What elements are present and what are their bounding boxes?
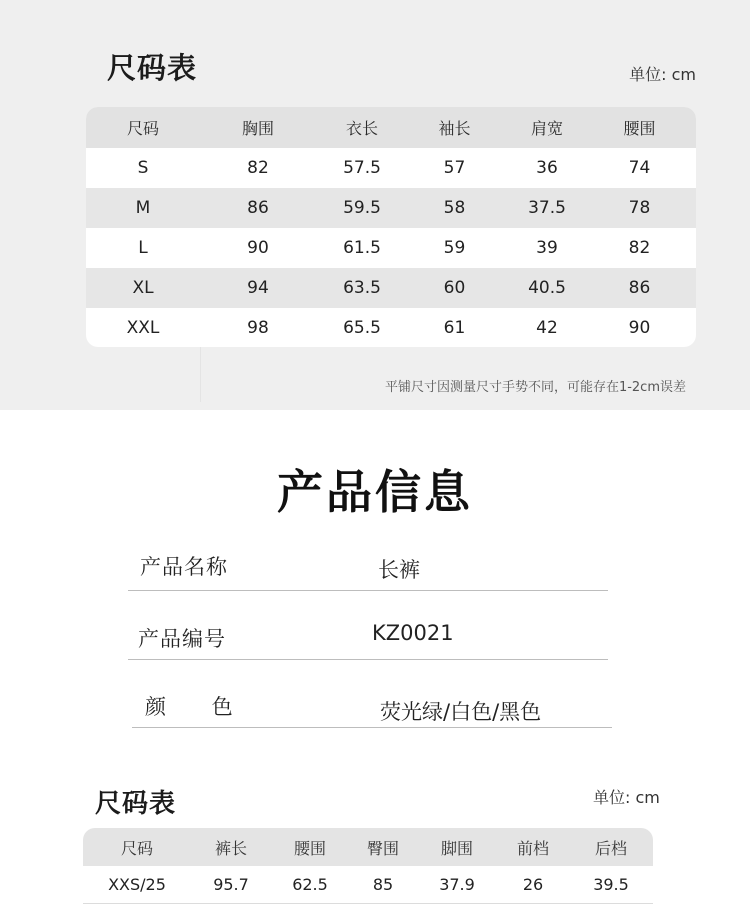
table-cell: 94 — [247, 278, 269, 298]
table-cell: 86 — [247, 198, 269, 218]
table-header-row — [86, 107, 696, 148]
table-row — [86, 308, 696, 347]
table-cell: 78 — [628, 198, 651, 218]
table-cell: XL — [132, 278, 154, 298]
table-cell: M — [135, 198, 151, 218]
header-cell: 腰围 — [623, 119, 656, 138]
info-divider — [128, 659, 608, 660]
product-info-title: 产品信息 — [277, 465, 473, 519]
bottom-size-table — [83, 828, 653, 904]
table-cell: 36 — [536, 158, 558, 178]
table-cell: 85 — [372, 875, 394, 894]
header-cell: 衣长 — [345, 119, 378, 138]
table-row — [86, 228, 696, 268]
info-value: 荧光绿/白色/黑色 — [380, 700, 542, 724]
info-divider — [128, 590, 608, 591]
info-row-code — [128, 620, 608, 660]
table-cell: XXS/25 — [108, 875, 166, 894]
top-size-table — [86, 107, 696, 347]
bottom-chart-unit: 单位: cm — [593, 788, 660, 807]
table-cell: 86 — [628, 278, 651, 298]
info-row-name — [128, 551, 608, 591]
table-cell: 42 — [536, 318, 558, 338]
table-cell: 90 — [628, 318, 651, 338]
table-cell: 40.5 — [528, 278, 566, 298]
info-value: KZ0021 — [372, 621, 454, 645]
measurement-note: 平铺尺寸因测量尺寸手势不同，可能存在1-2cm误差 — [384, 380, 686, 395]
table-row — [86, 268, 696, 308]
table-cell: 37.5 — [528, 198, 566, 218]
table-cell: 39.5 — [593, 875, 629, 894]
header-cell: 胸围 — [241, 119, 274, 138]
table-cell: 95.7 — [213, 875, 249, 894]
table-cell: 57 — [443, 158, 466, 178]
table-cell: 63.5 — [343, 278, 381, 298]
top-size-chart-section — [0, 0, 750, 410]
info-label: 产品名称 — [140, 555, 228, 579]
table-cell: 37.9 — [439, 875, 475, 894]
info-label: 产品编号 — [138, 627, 226, 651]
info-row-color — [132, 688, 612, 728]
header-cell: 脚围 — [440, 838, 473, 858]
table-cell: 61.5 — [343, 238, 381, 258]
table-cell: 65.5 — [343, 318, 381, 338]
table-cell: L — [138, 238, 148, 258]
table-cell: 60 — [443, 278, 466, 298]
table-cell: 26 — [522, 875, 544, 894]
bottom-chart-title: 尺码表 — [95, 789, 177, 819]
table-row — [83, 866, 653, 904]
table-header-row — [83, 828, 653, 866]
table-cell: 62.5 — [292, 875, 328, 894]
table-cell: 57.5 — [343, 158, 381, 178]
header-cell: 尺码 — [120, 838, 153, 858]
info-label: 颜 色 — [145, 695, 239, 719]
header-cell: 腰围 — [293, 838, 326, 858]
table-cell: 82 — [247, 158, 269, 178]
table-cell: XXL — [126, 318, 160, 338]
table-cell: 39 — [536, 238, 558, 258]
table-row — [86, 188, 696, 228]
info-divider — [132, 727, 612, 728]
table-cell: 58 — [443, 198, 466, 218]
info-value: 长裤 — [378, 558, 420, 582]
table-cell: 90 — [247, 238, 269, 258]
header-cell: 臀围 — [366, 838, 399, 858]
header-cell: 袖长 — [438, 119, 471, 138]
header-cell: 前档 — [516, 838, 549, 858]
table-cell: 74 — [628, 158, 651, 178]
table-cell: 61 — [443, 318, 466, 338]
top-chart-title: 尺码表 — [107, 51, 198, 85]
table-row — [86, 148, 696, 188]
header-cell: 后档 — [594, 838, 627, 858]
header-cell: 尺码 — [126, 119, 159, 138]
header-cell: 肩宽 — [530, 119, 563, 138]
table-cell: 59 — [443, 238, 466, 258]
header-cell: 裤长 — [214, 838, 247, 858]
table-cell: 59.5 — [343, 198, 381, 218]
table-cell: S — [137, 158, 149, 178]
table-cell: 98 — [247, 318, 269, 338]
table-cell: 82 — [628, 238, 651, 258]
top-chart-unit: 单位: cm — [629, 65, 696, 84]
